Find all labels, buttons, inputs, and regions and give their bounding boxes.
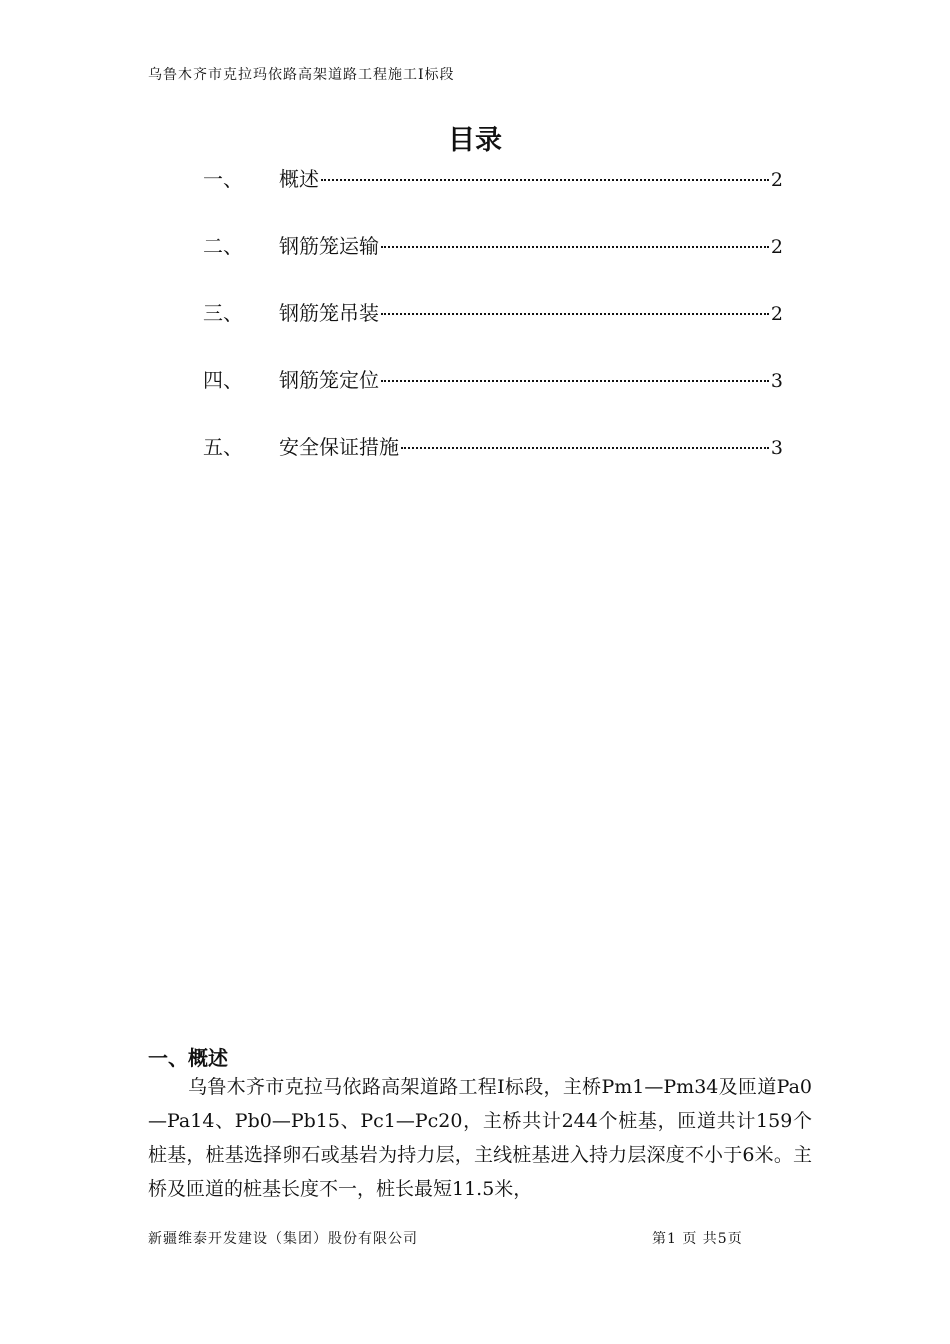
toc-entry[interactable] <box>203 364 783 431</box>
toc-entry-number: 三、 <box>203 301 243 325</box>
toc-leader-dots <box>321 179 769 181</box>
toc-entry-label: 钢筋笼运输 <box>279 234 379 258</box>
footer-company: 新疆维泰开发建设（集团）股份有限公司 <box>148 1231 418 1247</box>
toc-leader-dots <box>401 447 769 449</box>
toc-entry-number: 四、 <box>203 368 243 392</box>
section-heading: 一、概述 <box>148 1046 228 1070</box>
toc-entry[interactable] <box>203 431 783 498</box>
toc-entry-number: 一、 <box>203 167 243 191</box>
toc-leader-dots <box>381 246 769 248</box>
footer-page-number: 第1 页 共5页 <box>652 1231 743 1247</box>
toc-entry-page: 2 <box>770 169 783 191</box>
toc-entry[interactable] <box>203 230 783 297</box>
toc-entry-page: 2 <box>770 236 783 258</box>
page-header: 乌鲁木齐市克拉玛依路高架道路工程施工Ⅰ标段 <box>148 67 455 83</box>
toc-entry-page: 3 <box>770 437 783 459</box>
toc-leader-dots <box>381 380 769 382</box>
toc-entry-number: 二、 <box>203 234 243 258</box>
toc-entry-label: 安全保证措施 <box>279 435 399 459</box>
toc-entry-label: 钢筋笼定位 <box>279 368 379 392</box>
toc-entry[interactable] <box>203 297 783 364</box>
toc-entry[interactable] <box>203 163 783 230</box>
section-body-paragraph: 乌鲁木齐市克拉马依路高架道路工程Ⅰ标段，主桥Pm1—Pm34及匝道Pa0—Pa14、Pb0—Pb15、Pc1—Pc20，主桥共计244个桩基，匝道共计159个桩基，桩基选择卵石或基岩为持力层，主线桩基进入持力层深度不小于6米。主桥及匝道的桩基长度不一，桩长最短11.5米， <box>148 1076 812 1200</box>
toc-entry-number: 五、 <box>203 435 243 459</box>
table-of-contents <box>203 163 783 498</box>
toc-entry-page: 3 <box>770 370 783 392</box>
toc-entry-page: 2 <box>770 303 783 325</box>
toc-leader-dots <box>381 313 769 315</box>
toc-title: 目录 <box>448 125 502 156</box>
toc-entry-label: 钢筋笼吊装 <box>279 301 379 325</box>
toc-entry-label: 概述 <box>279 167 319 191</box>
